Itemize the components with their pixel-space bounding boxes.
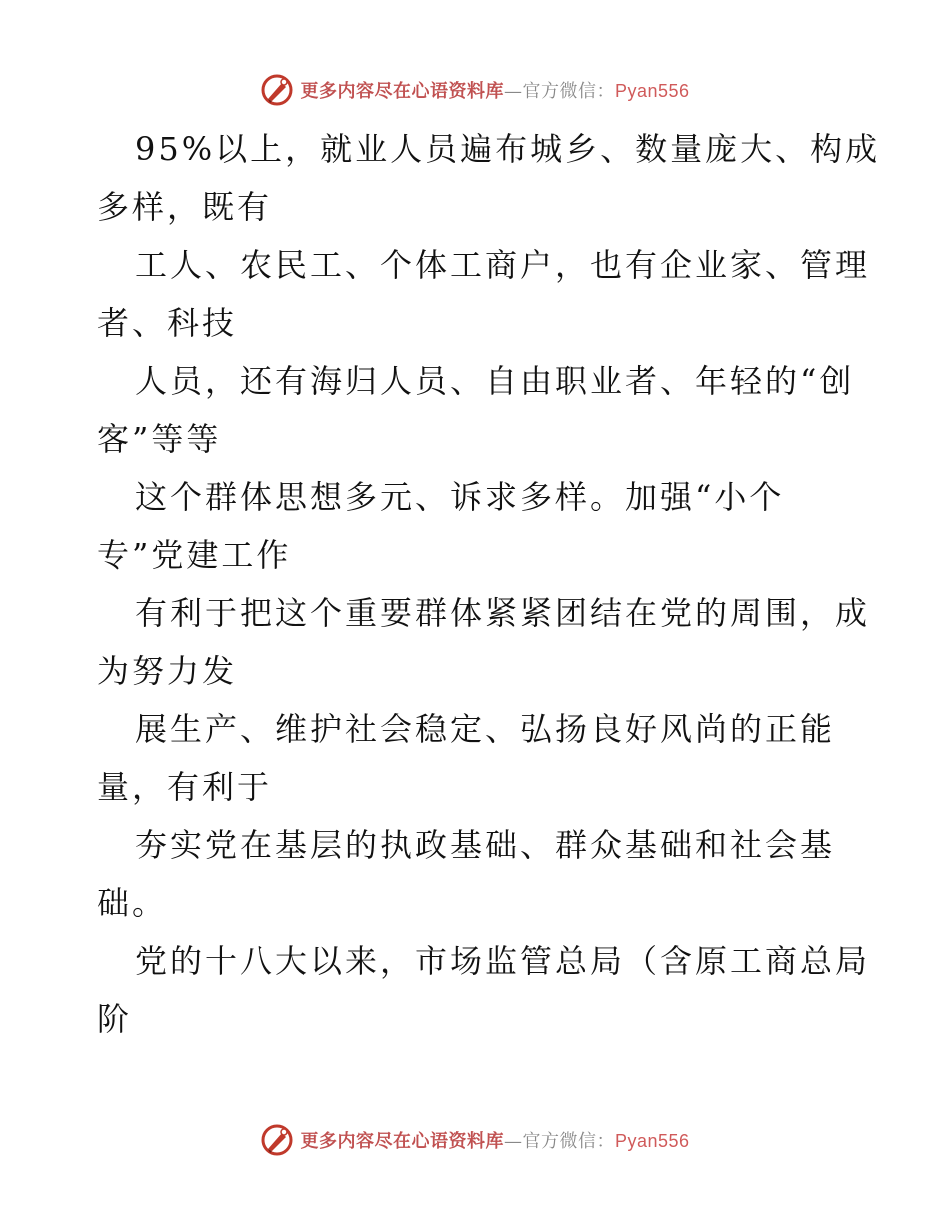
- text-line: 为努力发: [97, 652, 238, 690]
- watermark-brand: 更多内容尽在心语资料库: [300, 81, 504, 102]
- text-line: 党的十八大以来，市场监管总局（含原工商总局: [135, 942, 871, 980]
- watermark-text: [300, 77, 689, 103]
- text-line: 展生产、维护社会稳定、弘扬良好风尚的正能: [135, 710, 836, 748]
- text-line: 95%以上，就业人员遍布城乡、数量庞大、构成: [135, 130, 881, 168]
- document-body: [97, 120, 881, 1048]
- pen-logo-icon: [260, 1123, 294, 1157]
- text-line: 工人、农民工、个体工商户，也有企业家、管理: [135, 246, 871, 284]
- footer-watermark: [0, 1120, 950, 1160]
- text-line: 这个群体思想多元、诉求多样。加强“小个: [135, 478, 785, 516]
- watermark-brand: 更多内容尽在心语资料库: [300, 1131, 504, 1152]
- watermark-label: —官方微信：: [503, 1131, 615, 1152]
- text-line: 客”等等: [97, 420, 222, 458]
- header-watermark: [0, 70, 950, 110]
- watermark-text: [300, 1127, 689, 1153]
- text-line: 有利于把这个重要群体紧紧团结在党的周围，成: [135, 594, 871, 632]
- watermark-wechat-id: Pyan556: [614, 81, 690, 101]
- pen-logo-icon: [260, 73, 294, 107]
- text-line: 夯实党在基层的执政基础、群众基础和社会基: [135, 826, 836, 864]
- watermark-wechat-id: Pyan556: [614, 1131, 690, 1151]
- text-line: 者、科技: [97, 304, 238, 342]
- text-line: 阶: [97, 1000, 133, 1038]
- text-line: 专”党建工作: [97, 536, 292, 574]
- watermark-label: —官方微信：: [503, 81, 615, 102]
- text-line: 多样，既有: [97, 188, 273, 226]
- text-line: 础。: [97, 884, 168, 922]
- text-line: 量，有利于: [97, 768, 273, 806]
- text-line: 人员，还有海归人员、自由职业者、年轻的“创: [135, 362, 855, 400]
